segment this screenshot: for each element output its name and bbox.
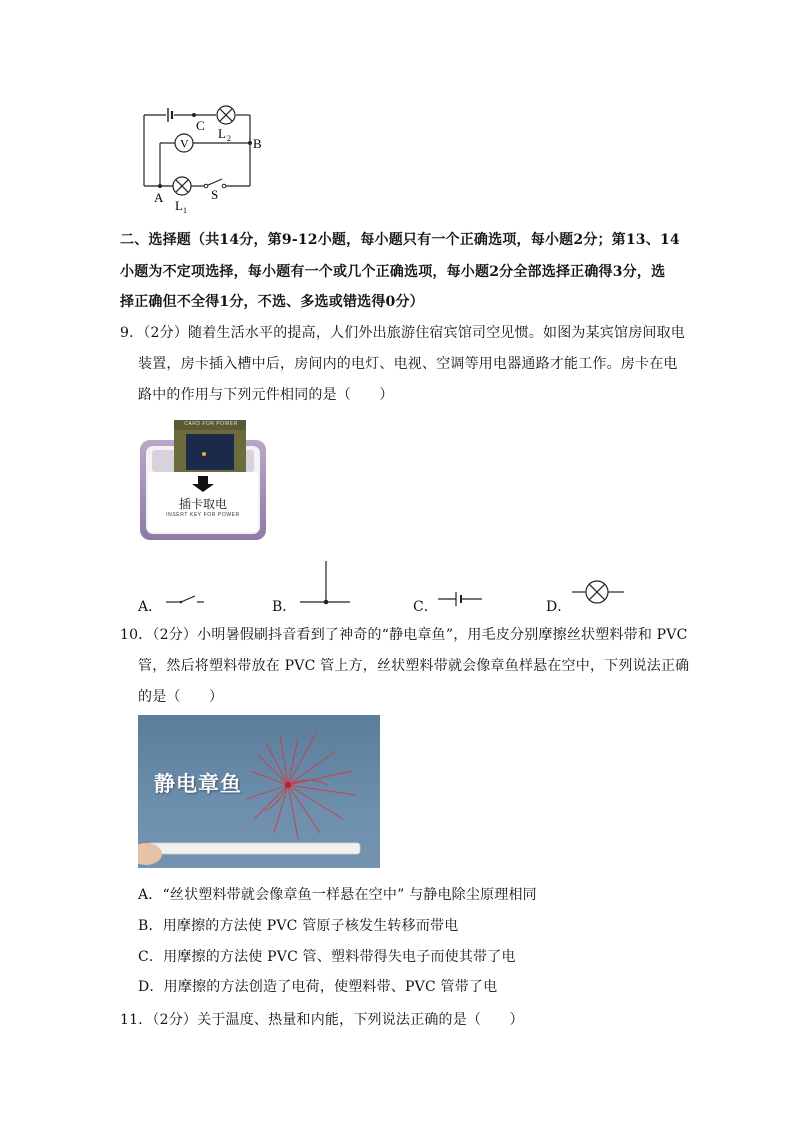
keycard-power-device-image	[138, 418, 268, 542]
q10-option-d: D．用摩擦的方法创造了电荷，使塑料带、PVC 管带了电	[138, 979, 498, 995]
q10-option-c: C．用摩擦的方法使 PVC 管、塑料带得失电子而使其带了电	[138, 949, 516, 965]
q10-option-b: B．用摩擦的方法使 PVC 管原子核发生转移而带电	[138, 918, 459, 934]
lamp-l1-symbol	[173, 177, 191, 195]
q9-option-b-label: B．	[272, 599, 297, 615]
device-main-label: 插卡取电	[178, 497, 227, 511]
label-l1-sub: 1	[183, 206, 187, 215]
q9-option-c-label: C．	[413, 599, 438, 615]
q10-stem-line3: 的是（ ）	[138, 689, 224, 705]
label-l1: L	[175, 198, 183, 213]
circuit-diagram	[130, 98, 280, 220]
q9-option-d-label: D．	[546, 599, 572, 615]
label-b: B	[253, 136, 262, 151]
switch-symbol-icon	[164, 592, 206, 608]
battery-symbol-icon	[436, 590, 486, 608]
lamp-l2-symbol	[217, 106, 235, 124]
label-l2-sub: 2	[227, 134, 231, 143]
q9-stem-line2: 装置，房卡插入槽中后，房间内的电灯、电视、空调等用电器通路才能工作。房卡在电	[138, 356, 678, 372]
label-c: C	[196, 118, 205, 133]
section-heading-line2: 小题为不定项选择，每小题有一个或几个正确选项，每小题2分全部选择正确得3分，选	[120, 264, 666, 280]
q11-stem-line1: 11．（2分）关于温度、热量和内能，下列说法正确的是（ ）	[120, 1012, 524, 1028]
static-octopus-photo	[138, 715, 380, 868]
lamp-symbol-icon	[570, 580, 626, 606]
label-s: S	[211, 187, 219, 202]
battery-symbol	[168, 108, 172, 122]
junction-symbol-icon	[296, 558, 352, 608]
q10-option-a: A．“丝状塑料带就会像章鱼一样悬在空中” 与静电除尘原理相同	[138, 887, 537, 903]
red-strands-graphic	[138, 715, 380, 868]
label-l2: L	[218, 126, 226, 141]
q9-stem-line1: 9．（2分）随着生活水平的提高，人们外出旅游住宿宾馆司空见惯。如图为某宾馆房间取电	[120, 325, 686, 341]
q10-stem-line1: 10．（2分）小明暑假刷抖音看到了神奇的“静电章鱼”，用毛皮分别摩擦丝状塑料带和 PVC	[120, 627, 688, 643]
label-a: A	[154, 190, 164, 205]
section-heading-line1: 二、选择题（共14分，第9-12小题，每小题只有一个正确选项，每小题2分；第13、14	[120, 232, 680, 248]
photo-title: 静电章鱼	[154, 772, 242, 796]
card-text: CARD FOR POWER	[184, 421, 238, 427]
voltmeter-label: V	[180, 136, 189, 151]
q9-option-a-label: A．	[138, 599, 163, 615]
device-sub-label: INSERT KEY FOR POWER	[166, 512, 240, 518]
q10-stem-line2: 管，然后将塑料带放在 PVC 管上方，丝状塑料带就会像章鱼样悬在空中，下列说法正确	[138, 658, 690, 674]
q9-stem-line3: 路中的作用与下列元件相同的是（ ）	[138, 387, 394, 403]
section-heading-line3: 择正确但不全得1分，不选、多选或错选得0分）	[120, 294, 424, 310]
